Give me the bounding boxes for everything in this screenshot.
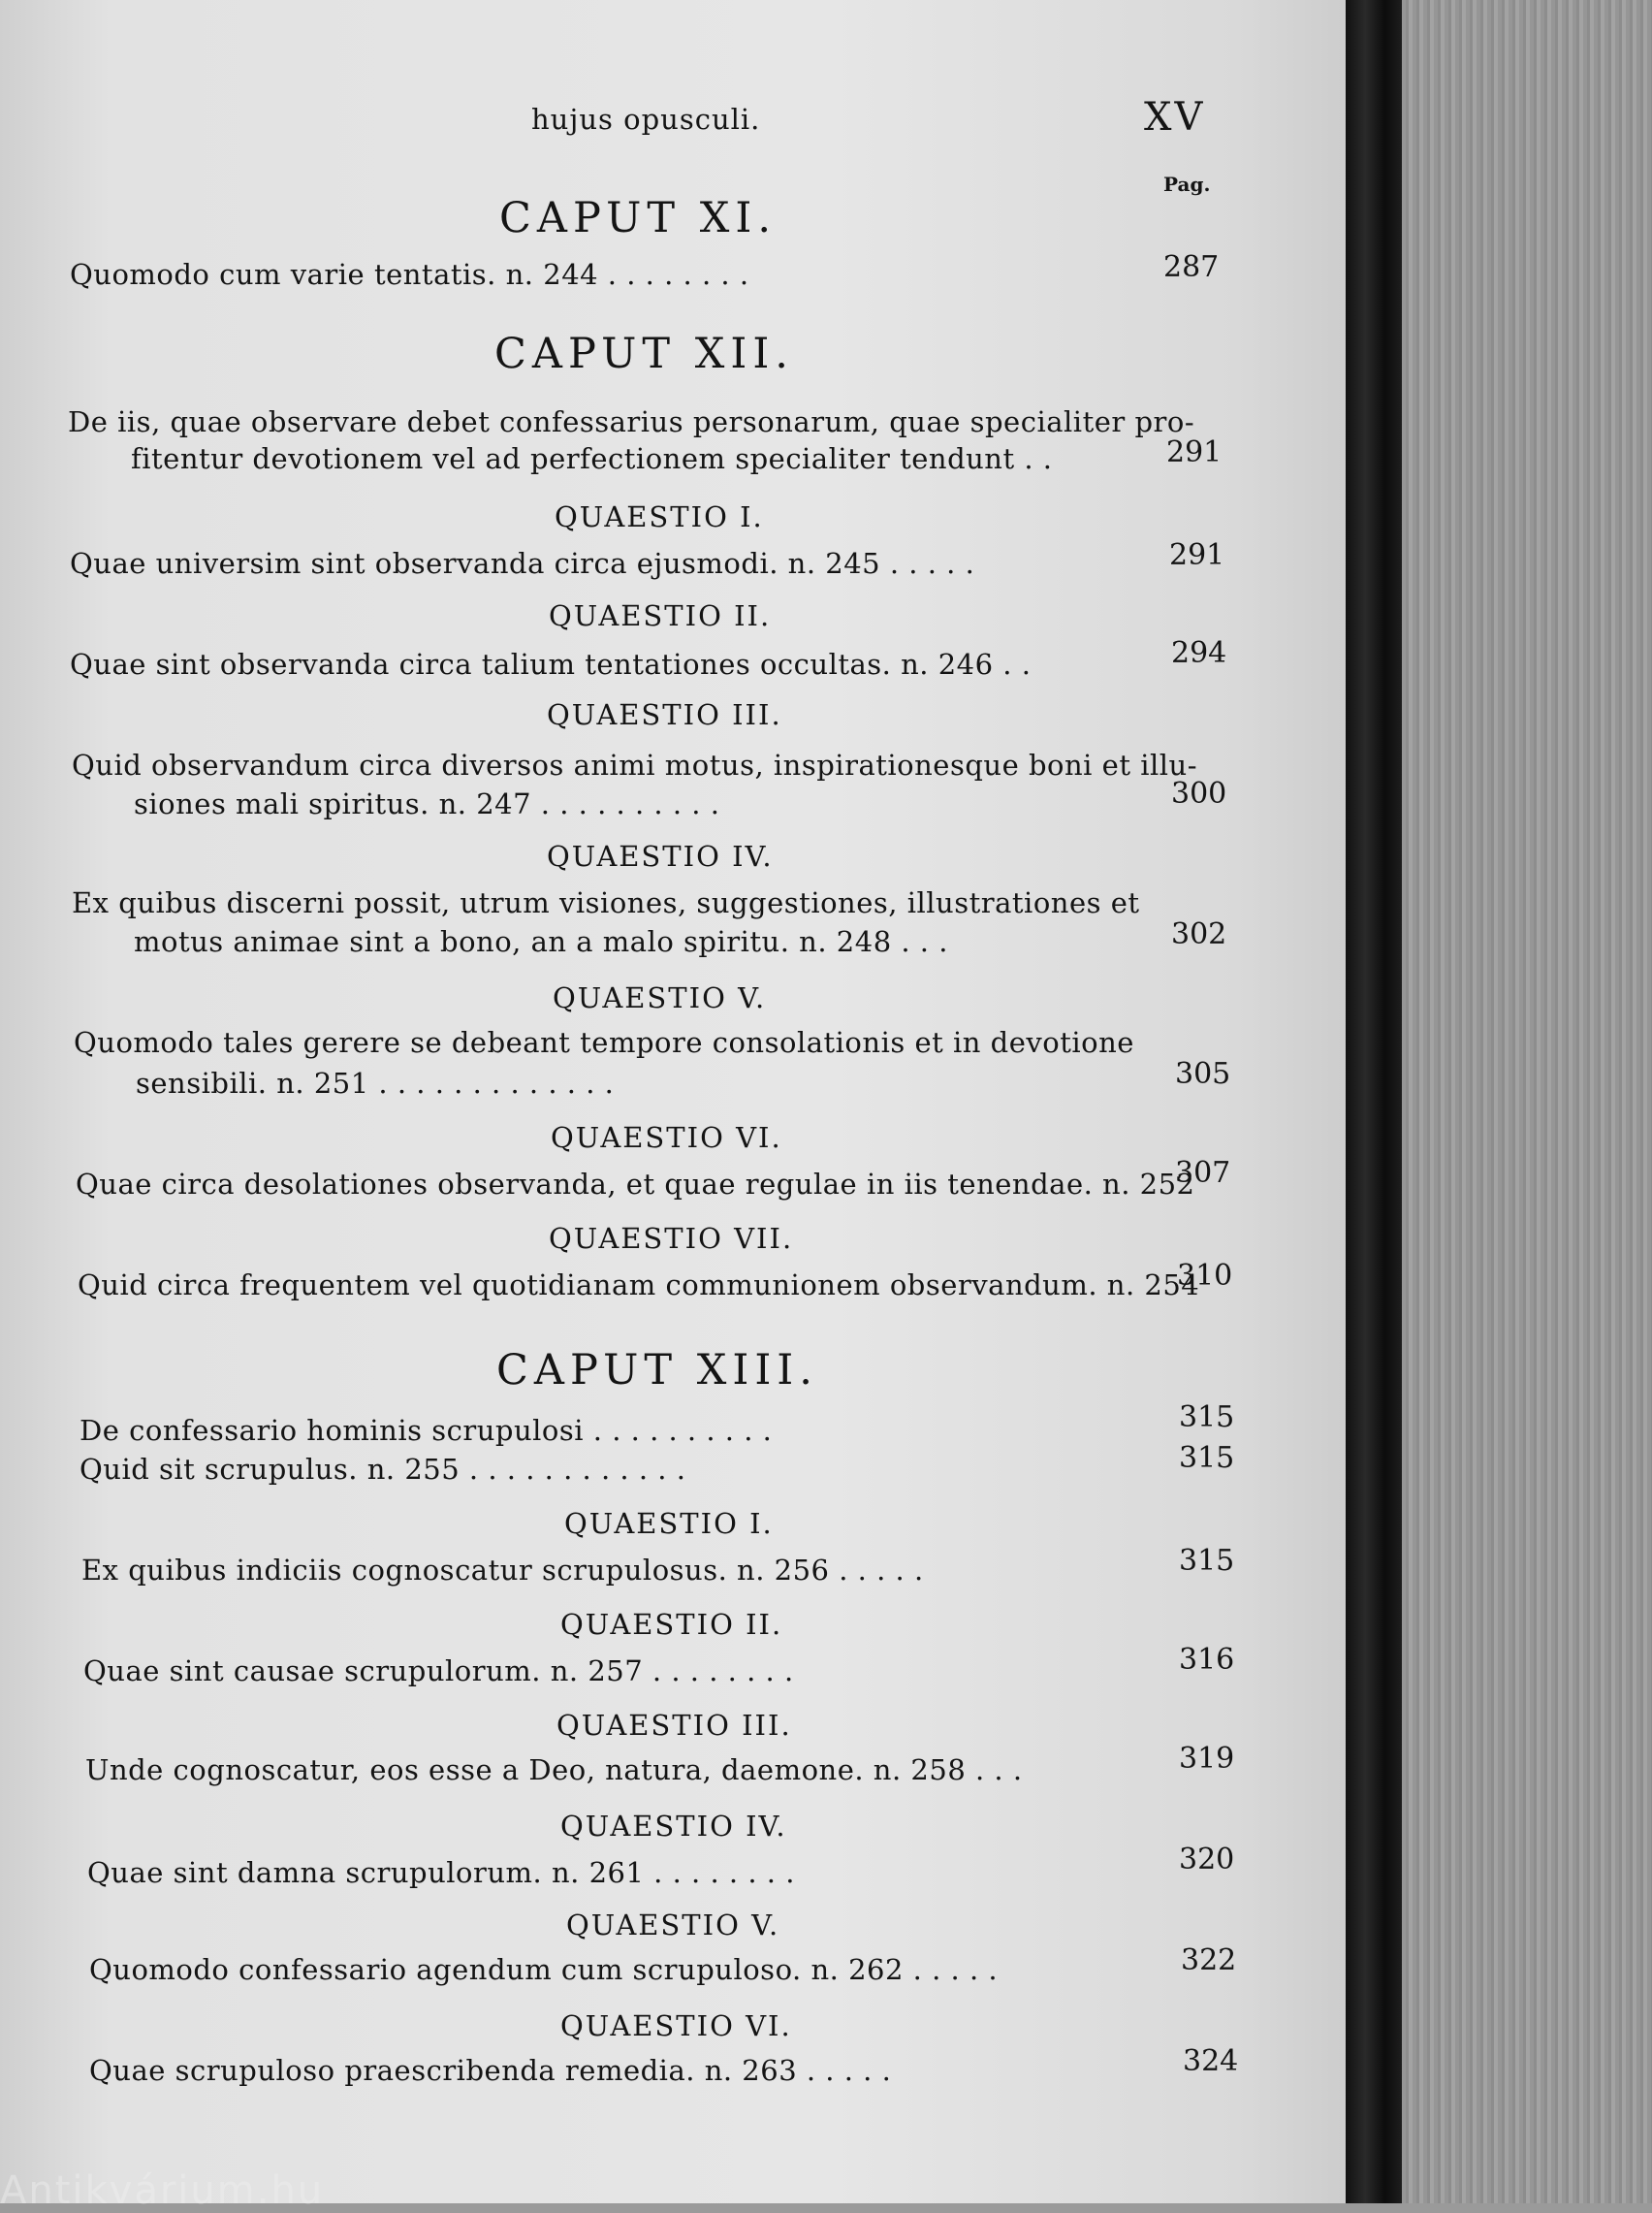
toc-entry-page: 310: [1177, 1259, 1233, 1293]
caput-title: CAPUT XI.: [499, 194, 777, 242]
quaestio-title: QUAESTIO V.: [553, 981, 767, 1014]
toc-entry-page: 300: [1171, 777, 1227, 811]
toc-entry-page: 316: [1179, 1643, 1235, 1677]
toc-entry-text: Quae universim sint observanda circa ejusmodi. n. 245 . . . . .: [70, 547, 975, 580]
toc-entry-page: 322: [1181, 1943, 1237, 1977]
toc-entry-page: 291: [1166, 435, 1223, 469]
toc-entry-page: 307: [1175, 1156, 1231, 1190]
toc-entry-text: Quae circa desolationes observanda, et quae regulae in iis tenendae. n. 252: [76, 1168, 1195, 1201]
quaestio-title: QUAESTIO V.: [566, 1908, 780, 1941]
toc-entry-page: 315: [1179, 1441, 1235, 1475]
toc-entry-text: Quid sit scrupulus. n. 255 . . . . . . . . . . . .: [79, 1453, 686, 1486]
toc-entry-text: siones mali spiritus. n. 247 . . . . . . . . . .: [134, 787, 720, 820]
toc-entry-page: 287: [1163, 250, 1220, 284]
toc-entry-text: sensibili. n. 251 . . . . . . . . . . . . .: [136, 1067, 615, 1100]
toc-entry-page: 320: [1179, 1843, 1235, 1876]
quaestio-title: QUAESTIO III.: [556, 1709, 792, 1742]
toc-entry-text: motus animae sint a bono, an a malo spiritu. n. 248 . . .: [134, 925, 948, 958]
toc-entry-page: 302: [1171, 917, 1227, 951]
page-folio: XV: [1144, 95, 1206, 140]
quaestio-title: QUAESTIO IV.: [547, 840, 774, 873]
quaestio-title: QUAESTIO VI.: [551, 1121, 782, 1154]
toc-entry-text: fitentur devotionem vel ad perfectionem specialiter tendunt . .: [131, 442, 1053, 475]
toc-entry-page: 291: [1169, 538, 1225, 572]
running-title: hujus opusculi.: [531, 103, 761, 136]
book-spine: [1346, 0, 1402, 2203]
toc-entry-text: Quomodo cum varie tentatis. n. 244 . . . . . . . .: [70, 258, 749, 291]
toc-entry-page: 315: [1179, 1400, 1235, 1434]
toc-entry-text: Quae sint causae scrupulorum. n. 257 . . . . . . . .: [83, 1654, 794, 1687]
toc-entry-text: Ex quibus indiciis cognoscatur scrupulosus. n. 256 . . . . .: [81, 1554, 924, 1587]
toc-entry-text: Unde cognoscatur, eos esse a Deo, natura, daemone. n. 258 . . .: [85, 1753, 1023, 1786]
toc-entry-text: Quid observandum circa diversos animi motus, inspirationesque boni et illu-: [72, 749, 1197, 782]
toc-entry-text: Ex quibus discerni possit, utrum visiones, suggestiones, illustrationes et: [72, 886, 1140, 919]
toc-entry-text: Quid circa frequentem vel quotidianam communionem observandum. n. 254: [78, 1268, 1200, 1301]
watermark-text: Antikvárium.hu: [0, 2168, 325, 2213]
toc-entry-page: 294: [1171, 636, 1227, 670]
toc-entry-text: Quae sint observanda circa talium tentationes occultas. n. 246 . .: [70, 648, 1032, 681]
toc-entry-page: 315: [1179, 1544, 1235, 1578]
toc-entry-text: Quomodo tales gerere se debeant tempore consolationis et in devotione: [74, 1026, 1134, 1059]
toc-entry-text: Quae sint damna scrupulorum. n. 261 . . . . . . . .: [87, 1856, 795, 1889]
quaestio-title: QUAESTIO I.: [555, 500, 764, 533]
caput-title: CAPUT XIII.: [496, 1346, 818, 1395]
toc-entry-text: De iis, quae observare debet confessarius personarum, quae specialiter pro-: [68, 405, 1195, 438]
toc-entry-text: Quomodo confessario agendum cum scrupuloso. n. 262 . . . . .: [89, 1953, 999, 1986]
toc-entry-text: Quae scrupuloso praescribenda remedia. n. 263 . . . . .: [89, 2054, 892, 2087]
quaestio-title: QUAESTIO I.: [564, 1507, 774, 1540]
toc-entry-page: 305: [1175, 1057, 1231, 1091]
pag-label: Pag.: [1163, 173, 1211, 196]
quaestio-title: QUAESTIO II.: [549, 599, 772, 632]
toc-entry-page: 324: [1183, 2044, 1239, 2078]
quaestio-title: QUAESTIO VII.: [549, 1222, 794, 1255]
quaestio-title: QUAESTIO III.: [547, 698, 782, 731]
quaestio-title: QUAESTIO IV.: [560, 1810, 787, 1843]
quaestio-title: QUAESTIO VI.: [560, 2009, 792, 2042]
toc-entry-page: 319: [1179, 1742, 1235, 1776]
toc-entry-text: De confessario hominis scrupulosi . . . . . . . . . .: [79, 1414, 773, 1447]
caput-title: CAPUT XII.: [494, 330, 794, 378]
quaestio-title: QUAESTIO II.: [560, 1608, 783, 1641]
